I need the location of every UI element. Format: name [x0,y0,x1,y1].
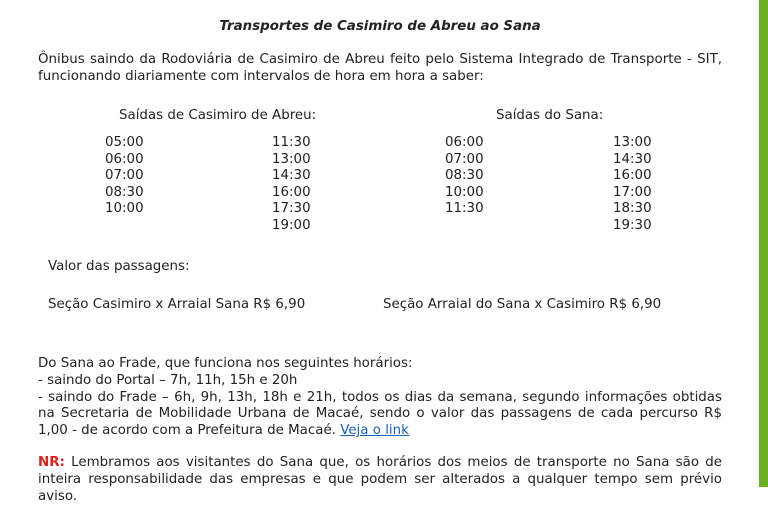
casimiro-times-col1 [105,135,144,218]
departure-time: 06:00 [445,135,484,150]
frade-intro: Do Sana ao Frade, que funciona nos seguintes horários: [38,356,413,371]
frade-departure-paragraph [38,390,722,440]
departure-time: 07:00 [445,151,484,167]
departure-time: 17:30 [272,201,311,217]
departure-time: 16:00 [272,184,311,200]
note-text: Lembramos aos visitantes do Sana que, os horários dos meios de transporte no Sana são de inteira responsabilidade das empresas e que podem ser alterados a qualquer tempo sem prévio aviso. [38,455,722,504]
departure-time: 16:00 [613,168,652,184]
departure-time: 17:00 [613,184,652,200]
sidebar-accent-bar [759,0,768,487]
casimiro-times-col2 [272,135,311,235]
page-title: Transportes de Casimiro de Abreu ao Sana [219,19,541,34]
casimiro-departures-heading: Saídas de Casimiro de Abreu: [119,108,317,123]
sana-times-col1 [445,135,484,218]
veja-o-link[interactable]: Veja o link [340,423,409,439]
note-paragraph [38,455,722,505]
departure-time: 13:00 [613,135,652,150]
departure-time: 11:30 [272,135,311,150]
departure-time: 10:00 [445,184,484,200]
departure-time: 07:00 [105,168,144,184]
intro-paragraph: Ônibus saindo da Rodoviária de Casimiro de Abreu feito pelo Sistema Integrado de Transporte - SIT, funcionando diariamente com intervalos de hora em hora a saber: [38,52,722,84]
fare-label: Valor das passagens: [48,259,190,274]
departure-time: 10:00 [105,201,144,217]
frade-section [38,356,722,440]
frade-departure-text: - saindo do Frade – 6h, 9h, 13h, 18h e 21h, todos os dias da semana, segundo informações obtidas na Secretaria de Mobilidade Urbana de Macaé, sendo o valor das passagens de cada percurso R$ 1,00 - de acordo com a Prefeitura de Macaé. [38,389,722,439]
note-label: NR: [38,455,65,470]
sana-departures-heading: Saídas do Sana: [496,108,604,123]
departure-time: 14:30 [272,168,311,184]
departure-time: 08:30 [105,184,144,200]
sana-times-col2 [613,135,652,235]
departure-time: 13:00 [272,151,311,167]
departure-time: 14:30 [613,151,652,167]
departure-time: 19:30 [613,217,652,233]
departure-time: 08:30 [445,168,484,184]
departure-time: 19:00 [272,217,311,233]
departure-time: 18:30 [613,201,652,217]
fare-sana-casimiro: Seção Arraial do Sana x Casimiro R$ 6,90 [383,297,662,312]
fare-casimiro-sana: Seção Casimiro x Arraial Sana R$ 6,90 [48,297,306,312]
departure-time: 11:30 [445,201,484,217]
frade-portal-times: - saindo do Portal – 7h, 11h, 15h e 20h [38,372,298,388]
departure-time: 06:00 [105,151,144,167]
departure-time: 05:00 [105,135,144,150]
